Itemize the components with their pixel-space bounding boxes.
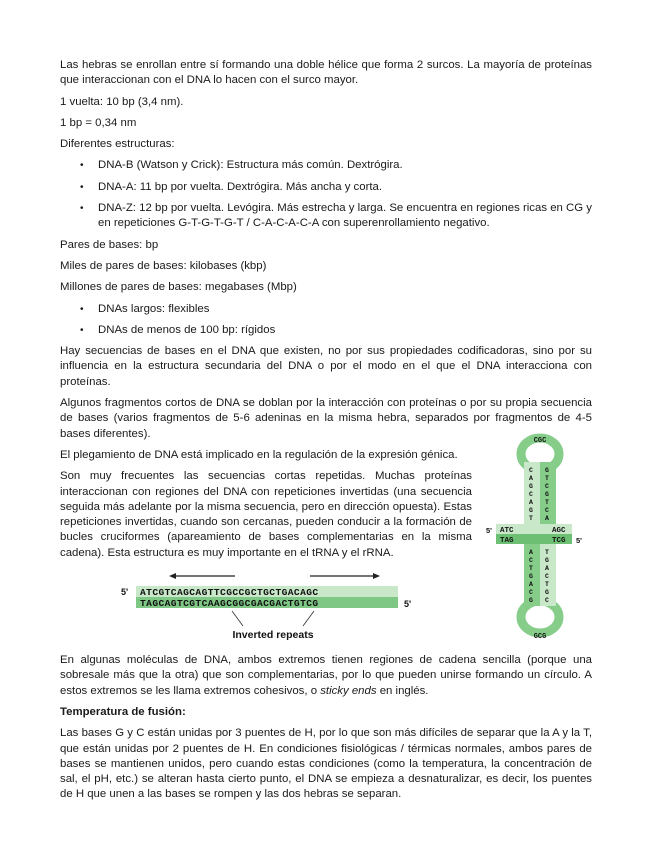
top-strand-sequence: ATCGTCAGCAGTTCGCCGCTGCTGACAGC: [140, 587, 319, 598]
svg-text:C: C: [529, 467, 533, 474]
svg-text:T: T: [545, 549, 549, 556]
left-arrowhead: [169, 573, 176, 579]
paragraph-bp: 1 bp = 0,34 nm: [60, 116, 137, 129]
paragraph-kbp: Miles de pares de bases: kilobases (kbp): [60, 259, 267, 272]
svg-text:A: A: [545, 515, 549, 522]
top-5prime-label: 5': [121, 587, 129, 597]
svg-text:T: T: [545, 475, 549, 482]
lengths-list: [60, 302, 592, 339]
list-item: • DNA-B (Watson y Crick): Estructura más común. Dextrógira.: [60, 158, 592, 173]
paragraph-sequences: Hay secuencias de bases en el DNA que existen, no por sus propiedades codificadoras, sino por su influencia en la estructura secundaria del DNA o por el modo en el que el DNA interacciona con proteínas.: [60, 345, 592, 388]
paragraph-sticky-ends: En algunas moléculas de DNA, ambos extremos tienen regiones de cadena sencilla (porque una sobresale más que la otra) que son complementarias, por lo que pueden unirse formando un círculo. A estos extremos se les llama extremos cohesivos, o sticky ends en inglés.: [60, 654, 592, 697]
paragraph-bp-unit: Pares de bases: bp: [60, 238, 159, 251]
list-item: • DNA-Z: 12 bp por vuelta. Levógira. Más estrecha y larga. Se encuentra en regiones ricas en CG y en repeticiones G-T-G-T-G-T / C-A-C-A-C-A con superenrollamiento negativo.: [60, 201, 592, 232]
svg-text:A: A: [545, 565, 549, 572]
svg-text:C: C: [529, 589, 533, 596]
list-item: • DNAs de menos de 100 bp: rígidos: [60, 323, 592, 338]
paragraph-turn: 1 vuelta: 10 bp (3,4 nm).: [60, 95, 184, 108]
svg-text:A: A: [529, 581, 533, 588]
svg-text:C: C: [545, 483, 549, 490]
paragraph-structures-heading: Diferentes estructuras:: [60, 138, 175, 151]
svg-text:A: A: [529, 499, 533, 506]
svg-text:G: G: [545, 589, 549, 596]
svg-text:G: G: [545, 557, 549, 564]
bottom-loop-bases: GCG: [533, 633, 547, 641]
svg-text:G: G: [545, 467, 549, 474]
list-item: • DNAs largos: flexibles: [60, 302, 592, 317]
svg-text:A: A: [529, 549, 533, 556]
bottom-5prime-label: 5': [404, 599, 412, 609]
paragraph-mbp: Millones de pares de bases: megabases (Mbp): [60, 281, 297, 294]
heading-melting-temperature: Temperatura de fusión:: [60, 705, 186, 718]
svg-text:T: T: [529, 515, 533, 522]
svg-text:C: C: [545, 573, 549, 580]
inverted-repeats-figure: [118, 568, 428, 646]
caption-pointer-left: [232, 611, 243, 626]
right-arrowhead: [373, 573, 380, 579]
svg-text:G: G: [529, 573, 533, 580]
structures-list: [60, 158, 592, 231]
hairpin-right-top: AGC: [552, 527, 566, 535]
hairpin-left-top: ATC: [500, 527, 514, 535]
caption-pointer-right: [303, 611, 314, 626]
paragraph-inverted-repeats: Son muy frecuentes las secuencias cortas repetidas. Muchas proteínas interaccionan con regiones del DNA con repeticiones invertidas (una secuencia seguida más adelante por la misma secuencia, pero en dirección opuesta). Estas repeticiones invertidas, cuando son cercanas, pueden conducir a la formación de bucles cruciformes (apareamiento de bases complementarias en la misma cadena). Esta estructura es muy importante en el tRNA y el rRNA.: [60, 470, 472, 559]
hairpin-left-bottom: TAG: [500, 537, 514, 545]
svg-text:T: T: [545, 581, 549, 588]
cruciform-figure: [484, 432, 584, 642]
list-item: • DNA-A: 11 bp por vuelta. Dextrógira. Más ancha y corta.: [60, 180, 592, 195]
svg-text:C: C: [545, 507, 549, 514]
inverted-repeats-caption: Inverted repeats: [232, 629, 314, 641]
hairpin-right-bottom: TCG: [552, 537, 566, 545]
svg-text:C: C: [529, 491, 533, 498]
svg-text:T: T: [529, 565, 533, 572]
svg-text:T: T: [545, 499, 549, 506]
paragraph-bending: Algunos fragmentos cortos de DNA se doblan por la interacción con proteínas o por su propia secuencia de bases (varios fragmentos de 5-6 adeninas en la misma hebra, separados por fragmentos de 4-5 bases diferentes).: [60, 397, 592, 440]
bottom-strand-sequence: TAGCAGTCGTCAAGCGGCGACGACTGTCG: [140, 598, 319, 609]
svg-text:C: C: [545, 597, 549, 604]
paragraph-folding: El plegamiento de DNA está implicado en la regulación de la expresión génica.: [60, 448, 458, 461]
svg-text:G: G: [545, 491, 549, 498]
top-loop-bases: CGC: [533, 437, 547, 445]
paragraph-double-helix: Las hebras se enrollan entre sí formando una doble hélice que forma 2 surcos. La mayoría de proteínas que interaccionan con el DNA lo hacen con el surco mayor.: [60, 59, 592, 87]
paragraph-melting: Las bases G y C están unidas por 3 puentes de H, por lo que son más difíciles de separar que la A y la T, que están unidas por 2 puentes de H. En condiciones fisiológicas / térmicas normales, ambos pares de bases se mantienen unidos, pero cuando estas condiciones (como la temperatura, la concentración de sal, el pH, etc.) se alteran hasta cierto punto, el DNA se empieza a desnaturalizar, es decir, los puentes de H que unen a las bases se rompen y las dos hebras se separan.: [60, 727, 592, 801]
svg-text:G: G: [529, 507, 533, 514]
svg-text:C: C: [529, 557, 533, 564]
hairpin-5prime-left: 5': [486, 526, 492, 535]
svg-text:A: A: [529, 475, 533, 482]
svg-text:G: G: [529, 597, 533, 604]
hairpin-5prime-right: 5': [576, 536, 582, 545]
svg-text:G: G: [529, 483, 533, 490]
